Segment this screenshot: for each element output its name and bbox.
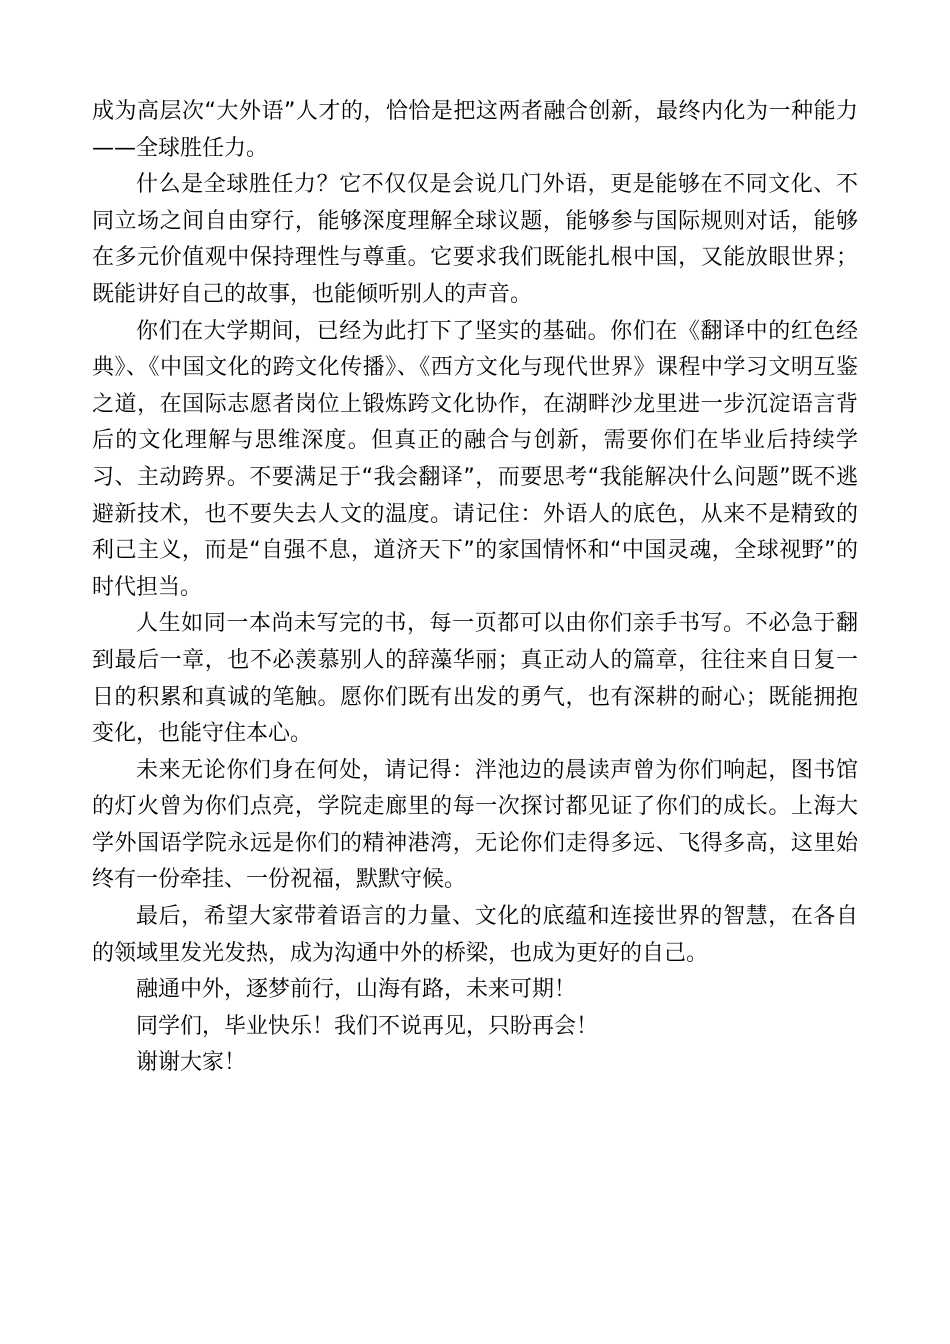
paragraph-thanks: 谢谢大家！ (136, 1050, 247, 1076)
paragraph-motto: 融通中外，逐梦前行，山海有路，未来可期！ (136, 977, 577, 1003)
paragraph-global-competence: 什么是全球胜任力？它不仅仅是会说几门外语，更是能够在不同文化、不同立场之间自由穿行，能够深度理解全球议题，能够参与国际规则对话，能够在多元价值观中保持理性与尊重。它要求我们既能扎根中国，又能放眼世界；既能讲好自己的故事，也能倾听别人的声音。 (92, 172, 858, 307)
paragraph-university-foundation: 你们在大学期间，已经为此打下了坚实的基础。你们在《翻译中的红色经典》、《中国文化的跨文化传播》、《西方文化与现代世界》课程中学习文明互鉴之道，在国际志愿者岗位上锻炼跨文化协作，在湖畔沙龙里进一步沉淀语言背后的文化理解与思维深度。但真正的融合与创新，需要你们在毕业后持续学习、主动跨界。不要满足于“我会翻译”，而要思考“我能解决什么问题”既不逃避新技术，也不要失去人文的温度。请记住：外语人的底色，从来不是精致的利己主义，而是“自强不息，道济天下”的家国情怀和“中国灵魂，全球视野”的时代担当。 (92, 318, 858, 600)
document-page (92, 94, 858, 1082)
paragraph-future: 未来无论你们身在何处，请记得：泮池边的晨读声曾为你们响起，图书馆的灯火曾为你们点亮，学院走廊里的每一次探讨都见证了你们的成长。上海大学外国语学院永远是你们的精神港湾，无论你们走得多远、飞得多高，这里始终有一份牵挂、一份祝福，默默守候。 (92, 757, 858, 893)
paragraph-continuation: 成为高层次“大外语”人才的，恰恰是把这两者融合创新，最终内化为一种能力——全球胜任力。 (92, 99, 858, 161)
paragraph-closing-wish: 最后，希望大家带着语言的力量、文化的底蕴和连接世界的智慧，在各自的领域里发光发热，成为沟通中外的桥梁，也成为更好的自己。 (92, 904, 858, 966)
paragraph-farewell: 同学们，毕业快乐！我们不说再见，只盼再会！ (136, 1013, 599, 1039)
paragraph-life-book: 人生如同一本尚未写完的书，每一页都可以由你们亲手书写。不必急于翻到最后一章，也不必羡慕别人的辞藻华丽；真正动人的篇章，往往来自日复一日的积累和真诚的笔触。愿你们既有出发的勇气，也有深耕的耐心；既能拥抱变化，也能守住本心。 (92, 611, 858, 747)
